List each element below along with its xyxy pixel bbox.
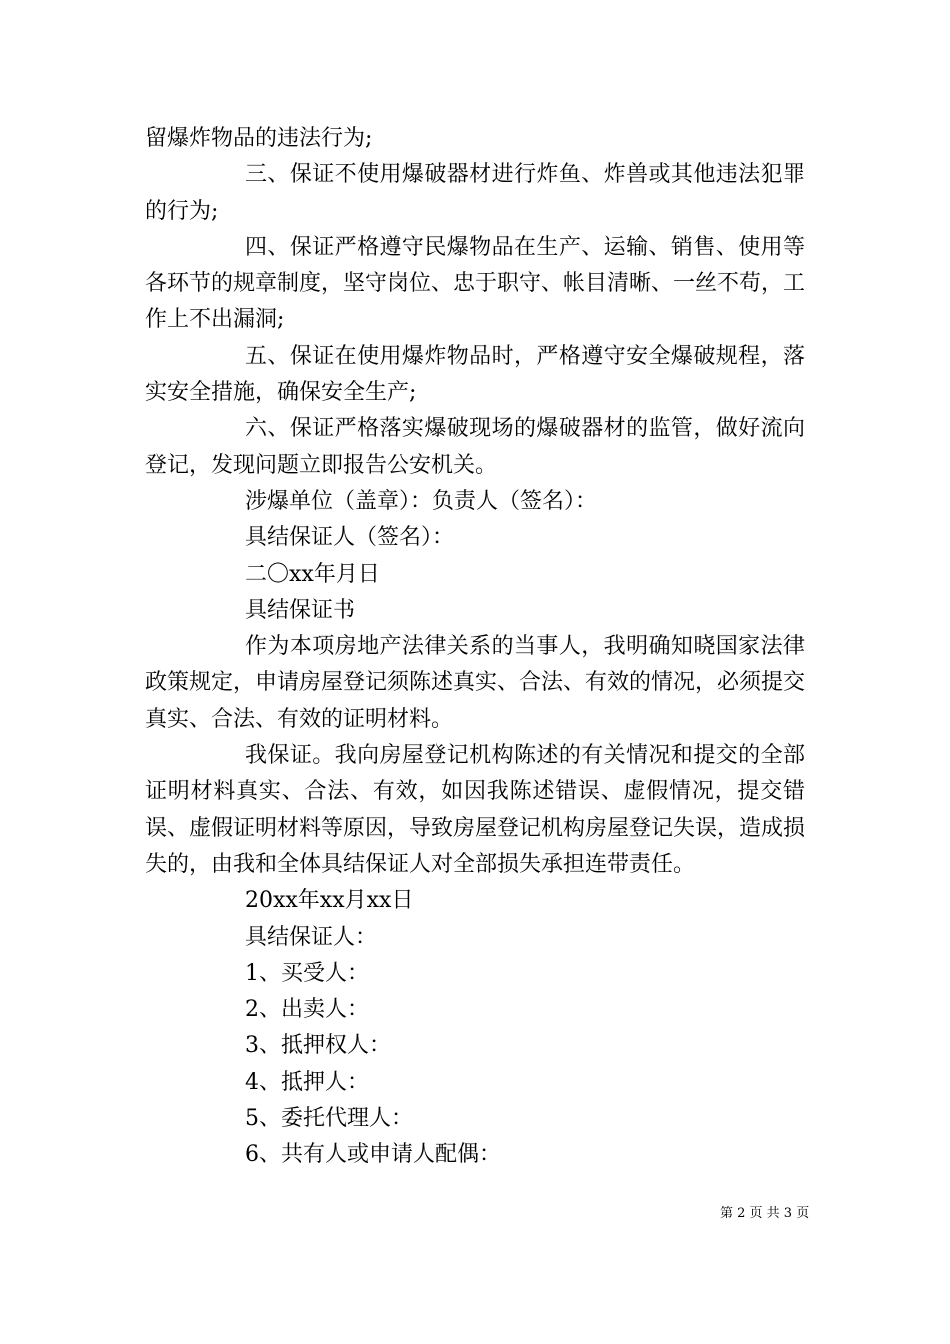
guarantor-coowner: 6、共有人或申请人配偶： xyxy=(245,1142,501,1168)
guarantor-agent: 5、委托代理人： xyxy=(245,1106,413,1132)
signature-guarantor-line: 具结保证人（签名）： xyxy=(245,525,455,551)
paragraph-item-5: 五、保证在使用爆炸物品时，严格遵守安全爆破规程，落实安全措施，确保安全生产; xyxy=(145,343,805,406)
paragraph-guarantee: 我保证。我向房屋登记机构陈述的有关情况和提交的全部证明材料真实、合法、有效，如因我陈述错误、虚假情况，提交错误、虚假证明材料等原因，导致房屋登记机构房屋登记失误，造成损失的，由我和全体具结保证人对全部损失承担连带责任。 xyxy=(145,743,806,877)
guarantor-mortgagor: 4、抵押人： xyxy=(245,1069,369,1095)
paragraph-item-6: 六、保证严格落实爆破现场的爆破器材的监管，做好流向登记，发现问题立即报告公安机关。 xyxy=(145,416,805,478)
guarantor-buyer: 1、买受人： xyxy=(245,960,369,986)
signature-unit-line: 涉爆单位（盖章）：负责人（签名）： xyxy=(245,488,598,514)
page-number: 第 2 页 共 3 页 xyxy=(720,1206,810,1221)
paragraph-item-3: 三、保证不使用爆破器材进行炸鱼、炸兽或其他违法犯罪的行为; xyxy=(145,162,805,224)
date-line-2: 20xx年xx月xx日 xyxy=(245,888,414,914)
document-body xyxy=(145,121,805,1174)
guarantor-heading: 具结保证人： xyxy=(245,924,378,950)
paragraph-item-4: 四、保证严格遵守民爆物品在生产、运输、销售、使用等各环节的规章制度，坚守岗位、忠于职守、帐目清晰、一丝不苟，工作上不出漏洞; xyxy=(145,234,806,333)
guarantor-mortgagee: 3、抵押权人： xyxy=(245,1033,391,1059)
date-line-1: 二〇xx年月日 xyxy=(245,561,380,587)
paragraph-statement: 作为本项房地产法律关系的当事人，我明确知晓国家法律政策规定，申请房屋登记须陈述真实、合法、有效的情况，必须提交真实、合法、有效的证明材料。 xyxy=(145,634,806,732)
section-title: 具结保证书 xyxy=(245,597,356,623)
paragraph-continuation: 留爆炸物品的违法行为; xyxy=(145,126,373,151)
guarantor-seller: 2、出卖人： xyxy=(245,997,369,1023)
